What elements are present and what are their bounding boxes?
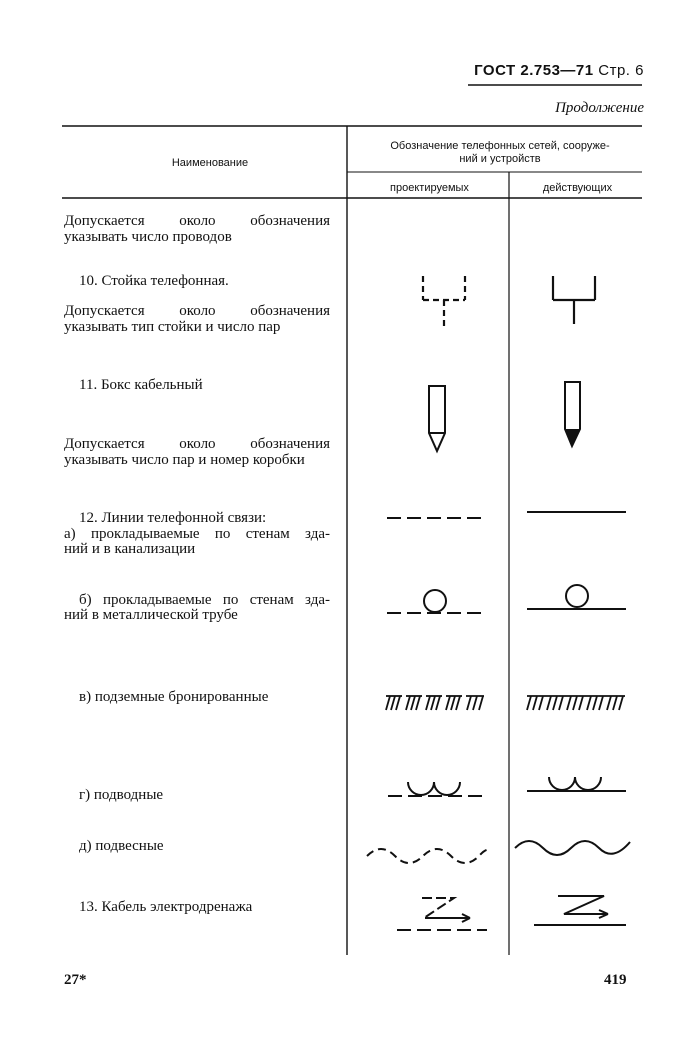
footer-left: 27* <box>64 972 87 988</box>
page-label: Стр. 6 <box>598 62 644 79</box>
line-underground-projected-symbol <box>386 696 484 710</box>
continuation-label: Продолжение <box>555 100 644 116</box>
electrodrainage-cable-existing-symbol <box>534 896 626 925</box>
column-header-projected: проектируемых <box>390 182 469 194</box>
electrodrainage-cable-projected-symbol <box>397 898 487 930</box>
line-underwater-projected-symbol <box>388 782 487 796</box>
column-header-designation-line2: ний и устройств <box>459 153 541 165</box>
column-header-name: Наименование <box>171 157 249 169</box>
row13-title: 13. Кабель электродренажа <box>79 899 253 915</box>
row10-title: 10. Стойка телефонная. <box>79 273 229 289</box>
column-header-designation-line1: Обозначение телефонных сетей, сооруже- <box>390 140 610 152</box>
row12a-line1: а) прокладываемые по стенам зда- <box>64 526 330 542</box>
row0-line2: указывать число проводов <box>64 229 232 245</box>
gost-number: ГОСТ 2.753—71 <box>474 62 594 79</box>
line-aerial-projected-symbol <box>367 849 490 863</box>
row12e-text: д) подвесные <box>79 838 164 854</box>
row10-note-line1: Допускается около обозначения <box>64 303 330 319</box>
row12b-line1: б) прокладываемые по стенам зда- <box>79 592 330 608</box>
row12d-text: г) подводные <box>79 787 164 803</box>
telephone-stand-projected-symbol <box>423 276 465 330</box>
telephone-stand-existing-symbol <box>553 276 595 324</box>
row0-line1: Допускается около обозначения <box>64 213 330 229</box>
row12b-line2: ний в металлической трубе <box>64 607 238 623</box>
row10-note-line2: указывать тип стойки и число пар <box>64 319 281 335</box>
row11-note-line2: указывать число пар и номер коробки <box>64 452 305 468</box>
line-underground-existing-symbol <box>527 696 625 710</box>
row12a-line2: ний и в канализации <box>64 541 196 557</box>
row11-note-line1: Допускается около обозначения <box>64 436 330 452</box>
row12-title: 12. Линии телефонной связи: <box>79 510 267 526</box>
row12c-text: в) подземные бронированные <box>79 689 269 705</box>
line-underwater-existing-symbol <box>527 777 626 791</box>
cable-box-existing-symbol <box>565 382 580 446</box>
row11-title: 11. Бокс кабельный <box>79 377 203 393</box>
cable-box-projected-symbol <box>429 386 445 451</box>
line-aerial-existing-symbol <box>515 841 630 855</box>
line-metal-pipe-existing-symbol <box>527 585 626 609</box>
column-header-existing: действующих <box>542 182 613 194</box>
footer-page-number: 419 <box>604 972 627 988</box>
line-metal-pipe-projected-symbol <box>387 590 487 613</box>
